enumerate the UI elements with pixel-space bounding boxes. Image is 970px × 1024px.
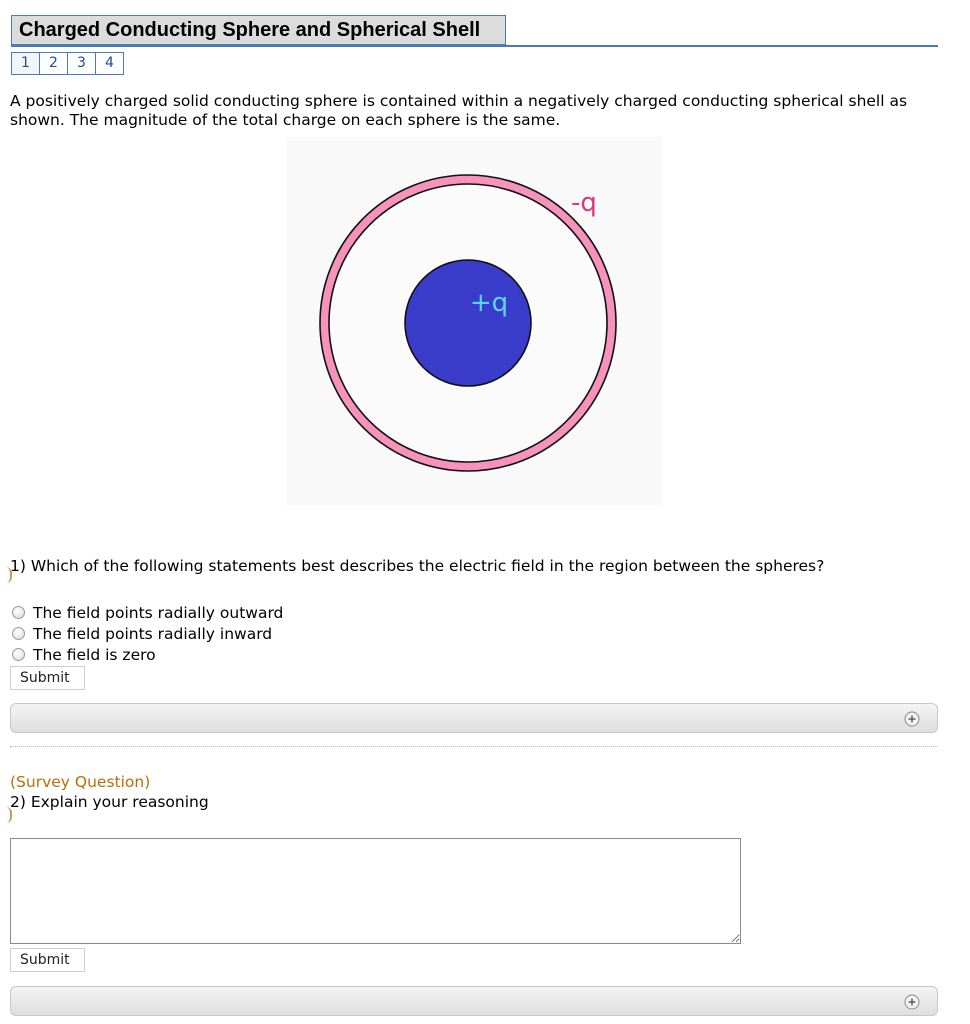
problem-description: A positively charged solid conducting sphere is contained within a negatively charged conducting spherical shell as shown. The magnitude of the total charge on each sphere is the same.	[10, 92, 908, 129]
radio-outward[interactable]	[12, 606, 25, 619]
option-zero[interactable]	[12, 644, 283, 665]
page-tab-4[interactable]: 4	[95, 52, 124, 75]
radio-inward[interactable]	[12, 627, 25, 640]
question-marker-icon	[6, 567, 12, 583]
outer-charge-label: -q	[571, 188, 597, 218]
sphere-shell-diagram	[286, 137, 662, 505]
submit-button-question-2[interactable]: Submit	[10, 948, 85, 972]
page-tab-3[interactable]: 3	[67, 52, 96, 75]
question-1-label: 1) Which of the following statements best describes the electric field in the region between the spheres?	[10, 557, 825, 575]
plus-circle-icon[interactable]	[904, 711, 920, 727]
reasoning-answer-input[interactable]	[10, 838, 741, 944]
radio-zero[interactable]	[12, 648, 25, 661]
plus-circle-icon[interactable]	[904, 994, 920, 1010]
inner-sphere	[405, 260, 531, 386]
section-divider	[10, 746, 938, 747]
option-outward-label: The field points radially outward	[33, 603, 284, 622]
question-2-text	[10, 793, 209, 812]
question-marker-icon	[6, 807, 12, 823]
feedback-toggle-bar-2[interactable]	[10, 986, 938, 1016]
sphere-shell-figure	[286, 137, 662, 505]
option-zero-label: The field is zero	[33, 645, 156, 664]
question-1-options	[12, 602, 283, 665]
page-tab-2[interactable]: 2	[39, 52, 68, 75]
page-navigation	[11, 52, 123, 75]
option-inward-label: The field points radially inward	[33, 624, 273, 643]
page-tab-1[interactable]: 1	[11, 52, 40, 75]
inner-charge-label: +q	[469, 288, 509, 318]
page-title: Charged Conducting Sphere and Spherical Shell	[11, 15, 506, 45]
feedback-toggle-bar-1[interactable]	[10, 703, 938, 733]
question-2-label: 2) Explain your reasoning	[10, 793, 209, 811]
option-inward[interactable]	[12, 623, 283, 644]
option-outward[interactable]	[12, 602, 283, 623]
submit-button-question-1[interactable]: Submit	[10, 666, 85, 690]
survey-question-label: (Survey Question)	[10, 773, 151, 791]
question-1-text	[10, 557, 824, 576]
title-divider	[11, 45, 938, 47]
